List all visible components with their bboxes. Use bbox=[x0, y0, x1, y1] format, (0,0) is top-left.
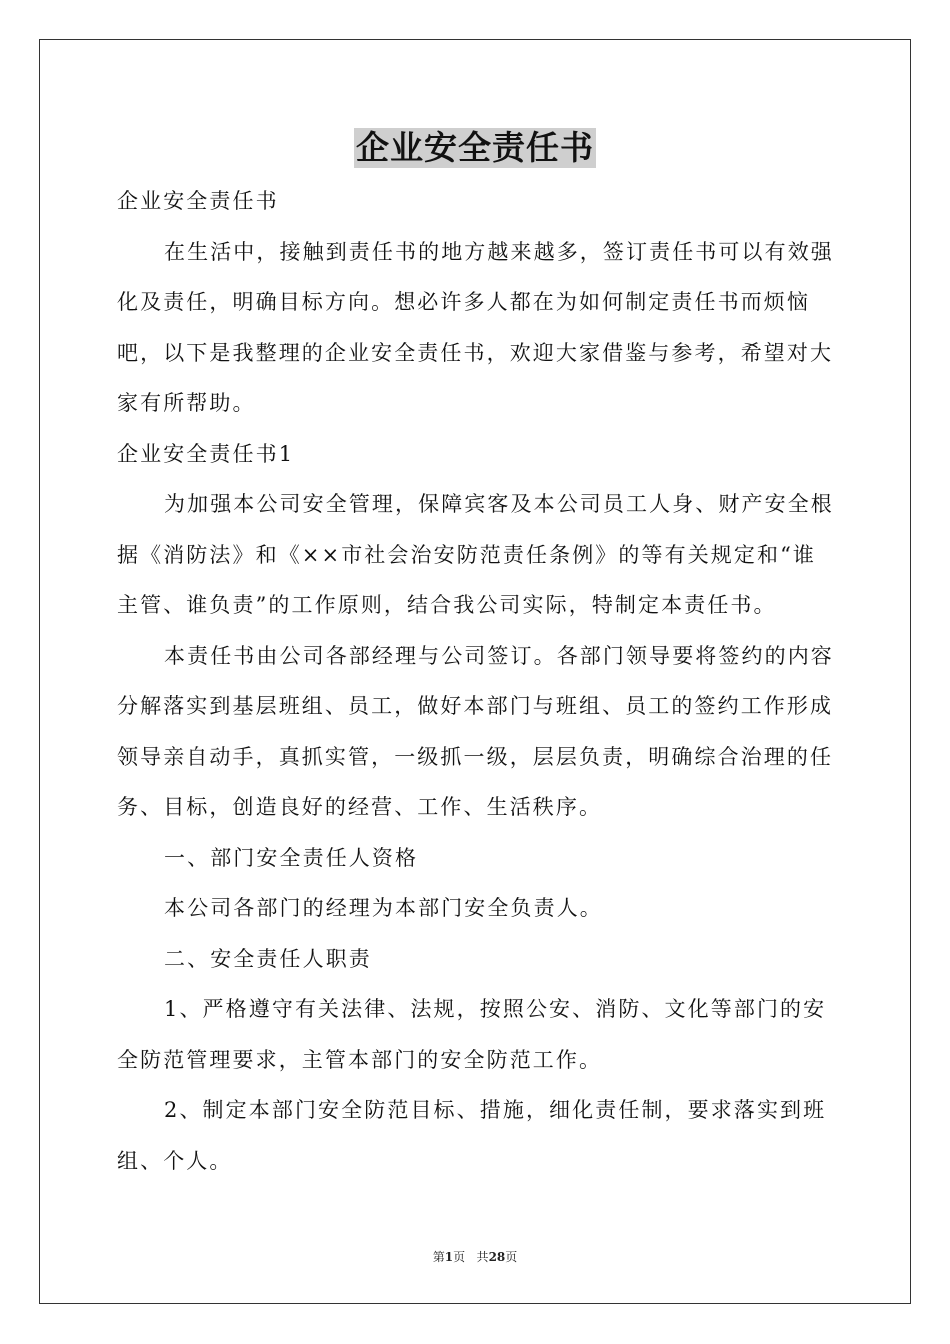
paragraph: 本公司各部门的经理为本部门安全负责人。 bbox=[164, 896, 603, 920]
page-suffix: 页 bbox=[453, 1250, 466, 1264]
paragraph: 企业安全责任书 bbox=[117, 189, 279, 213]
list-item: 2、制定本部门安全防范目标、措施，细化责任制，要求落实到班组、个人。 bbox=[117, 1098, 827, 1173]
section-heading: 一、部门安全责任人资格 bbox=[164, 845, 419, 870]
paragraph: 本责任书由公司各部经理与公司签订。各部门领导要将签约的内容分解落实到基层班组、员工，做好本部门与班组、员工的签约工作形成领导亲自动手，真抓实管，一级抓一级，层层负责，明确综合治理的任务、目标，创造良好的经营、工作、生活秩序。 bbox=[117, 643, 834, 819]
paragraph: 在生活中，接触到责任书的地方越来越多，签订责任书可以有效强化及责任，明确目标方向。想必许多人都在为如何制定责任书而烦恼吧，以下是我整理的企业安全责任书，欢迎大家借鉴与参考，希望对大家有所帮助。 bbox=[117, 239, 834, 415]
page-prefix: 第 bbox=[432, 1250, 445, 1264]
total-pages: 28 bbox=[488, 1250, 506, 1264]
total-suffix: 页 bbox=[505, 1250, 518, 1264]
list-item: 1、严格遵守有关法律、法规，按照公安、消防、文化等部门的安全防范管理要求，主管本部门的安全防范工作。 bbox=[117, 997, 827, 1072]
document-title-wrapper bbox=[0, 128, 950, 168]
total-prefix: 共 bbox=[476, 1250, 489, 1264]
document-body bbox=[117, 176, 837, 1186]
document-title: 企业安全责任书 bbox=[356, 128, 594, 167]
page-number: 1 bbox=[444, 1250, 454, 1264]
section-heading: 二、安全责任人职责 bbox=[164, 946, 372, 971]
page-footer bbox=[0, 1249, 950, 1265]
paragraph: 为加强本公司安全管理，保障宾客及本公司员工人身、财产安全根据《消防法》和《××市社会治安防范责任条例》的等有关规定和“谁主管、谁负责”的工作原则，结合我公司实际，特制定本责任书。 bbox=[117, 492, 834, 617]
section-heading: 企业安全责任书1 bbox=[117, 441, 295, 466]
